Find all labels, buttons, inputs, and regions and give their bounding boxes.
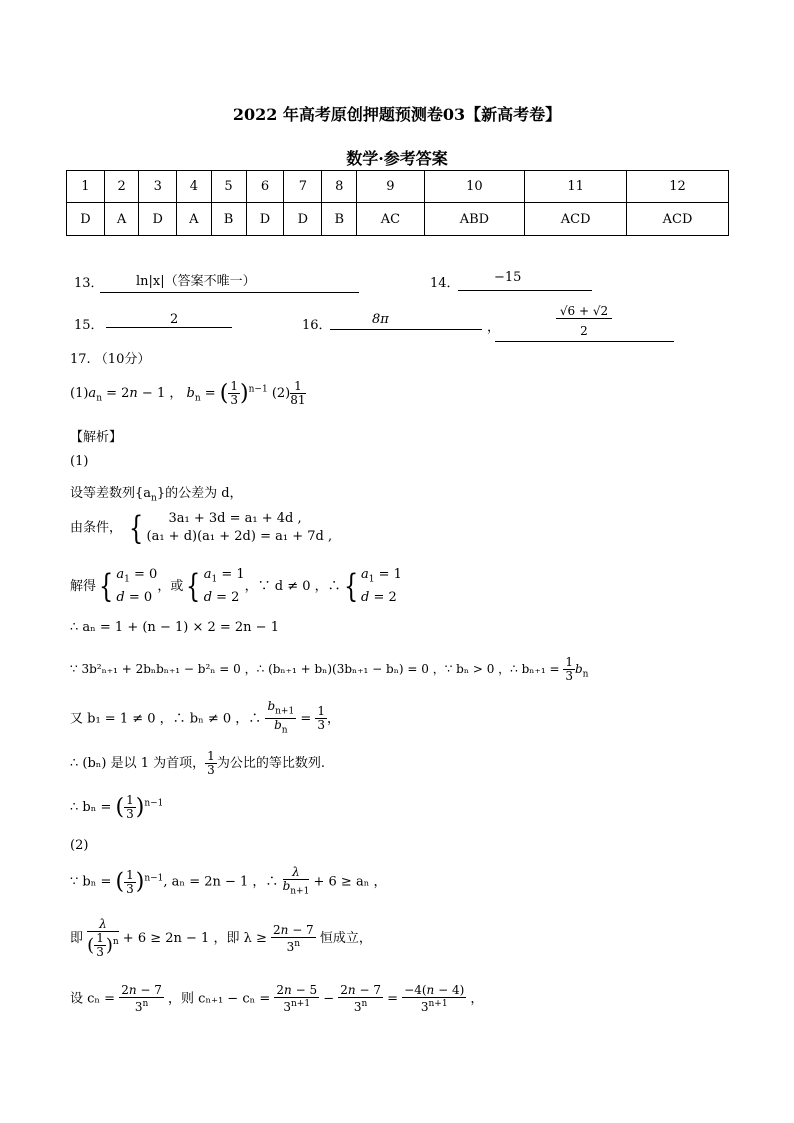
answer-table-number-cell: 2 [104,171,138,203]
answer-table-number-cell: 1 [67,171,105,203]
q17-step-10-text-a: 即 [70,931,84,946]
q17-step-8-text: ∴ bₙ = [70,800,112,815]
q17-step-10-text-c: 恒成立， [319,931,372,946]
q17-step-7: ∴ (bₙ) 是以 1 为首项， $\frac{1}{3}$ 为公比的等比数列. [70,749,325,777]
answer-table-number-cell: 5 [211,171,246,203]
answer-table-answer-cell: D [284,203,322,236]
answer-table-answer-cell: B [322,203,357,236]
answer-table-number-cell: 7 [284,171,322,203]
q17-step-3-or: ，或 [157,578,184,594]
q13-label: 13． [74,276,104,291]
q17-step-8: ∴ bₙ = ( $\frac{1}{3}$ )$^{n-1}$ [70,793,164,821]
q17-step-9-text-c: + 6 ≥ aₙ ， [313,874,387,890]
q17-step-5-text: ∵ 3b²ₙ₊₁ + 2bₙbₙ₊₁ − b²ₙ = 0 ，∴ (bₙ₊₁ + bₙ)(3bₙ₊₁ − bₙ) = 0 ，∵ bₙ > 0 ，∴ bₙ₊₁ = [70,662,560,676]
q16-answer2-denominator: 2 [580,324,588,338]
answer-table-answer-cell: D [67,203,105,236]
answer-table-answer-cell: B [211,203,246,236]
q17-step-7-text-b: 为公比的等比数列. [216,756,325,771]
q17-step-2-eq2: (a₁ + d)(a₁ + 2d) = a₁ + 7d , [146,529,333,544]
q17-step-11-text-c: − [323,991,335,1007]
q17-step-2-text: 由条件， [70,520,123,536]
answer-table-answer-cell: ABD [424,203,525,236]
q17-step-1-text-a: 设等差数列{a [70,486,152,501]
q17-step-3-because: ，∵ d ≠ 0 ，∴ [244,578,341,594]
q13-answer: ln|x|（答案不唯一） [136,274,256,289]
q16-label: 16． [302,318,332,333]
answer-table-answer-cell: AC [357,203,424,236]
q15-blank-line [106,312,232,328]
q17-step-11-text-e: ， [470,991,484,1007]
answer-table-number-cell: 9 [357,171,424,203]
answer-table-answer-cell: A [177,203,211,236]
q17-step-11-text-b: ，则 cₙ₊₁ − cₙ = [168,991,271,1007]
q17-step-2: 由条件， { 3a₁ + 3d = a₁ + 4d , (a₁ + d)(a₁ + 2d) = a₁ + 7d , [70,509,333,547]
q17-step-6: 又 b₁ = 1 ≠ 0 ，∴ bₙ ≠ 0 ，∴ $\frac{b_{n+1}}{b_n}$ = $\frac{1}{3}$ ， [70,699,341,736]
q17-answer-summary: $(1)a_n = 2n - 1$ ， $b_n$ = ( $\frac{1}{3}$ )$^{n-1}$ (2) $\frac{1}{81}$ [70,379,306,407]
answer-table-answer-cell: ACD [627,203,729,236]
q17-step-4: ∴ aₙ = 1 + (n − 1) × 2 = 2n − 1 [70,620,279,635]
q17-step-11-text-d: = [387,991,399,1007]
q17-step-6-text: 又 b₁ = 1 ≠ 0 ，∴ bₙ ≠ 0 ，∴ [70,711,262,727]
answer-table-answer-cell: ACD [525,203,627,236]
answer-table-number-cell: 3 [139,171,177,203]
answer-table-number-cell: 4 [177,171,211,203]
answer-table [66,170,729,236]
answer-table-number-cell: 8 [322,171,357,203]
q17-step-9-text-b: , aₙ = 2n − 1 ，∴ [163,874,279,890]
q17-step-9-text-a: ∵ bₙ = [70,874,112,890]
q17-step-11-text-a: 设 cₙ = [70,991,116,1007]
q17-step-1: 设等差数列$\{a_n\}$的公差为 d， [70,486,243,504]
q17-step-10: 即 λ ( $\frac{1}{3}$ )$^n$ + 6 ≥ 2n − 1 ，即 λ ≥ $\frac{2n - 7}{3^n}$ 恒成立， [70,917,372,959]
answer-table-numbers-row [67,171,729,203]
q17-step-1-text-b: }的公差为 d， [156,486,243,501]
answer-table-answer-cell: D [246,203,284,236]
q15-answer: 2 [170,312,179,327]
q17-step-10-text-b: + 6 ≥ 2n − 1 ，即 λ ≥ [122,931,267,946]
q17-step-2-eq1: 3a₁ + 3d = a₁ + 4d , [168,511,302,526]
q16-answer2-numerator: √6 + √2 [556,304,612,319]
q17-step-11: 设 cₙ = $\frac{2n - 7}{3^n}$ ，则 cₙ₊₁ − cₙ = $\frac{2n - 5}{3^{n+1}}$ − $\frac{2n - 7}{3^n}$ = $\frac{-4(n - 4)}{3^{n+1}}$ ， [70,983,484,1014]
q17-step-3-prefix: 解得 [70,578,97,594]
q17-step-9: ∵ bₙ = ( $\frac{1}{3}$ )$^{n-1}$, aₙ = 2n − 1 ，∴ $\frac{\lambda}{b_{n+1}}$ + 6 ≥ aₙ ， [70,865,387,897]
answer-table-number-cell: 10 [424,171,525,203]
q16-answer: 8π [372,312,389,327]
answer-table-answer-cell: D [139,203,177,236]
q16-blank-line [330,314,482,330]
q14-label: 14． [430,276,460,291]
q17-part1-label: (1) [70,454,89,469]
answer-table-answers-row [67,203,729,236]
answer-table-number-cell: 11 [525,171,627,203]
q14-blank-line [458,276,592,291]
q17-step-5: ∵ 3b²ₙ₊₁ + 2bₙbₙ₊₁ − b²ₙ = 0 ，∴ (bₙ₊₁ + bₙ)(3bₙ₊₁ − bₙ) = 0 ，∵ bₙ > 0 ，∴ bₙ₊₁ = $\frac{1}{3}$ $b_n$ [70,655,589,683]
q17-header: 17. （10分） [70,352,151,367]
q17-part2-label: (2) [70,838,89,853]
q16-separator: ， [487,320,501,335]
page-title: 2022 年高考原创押题预测卷03【新高考卷】 [232,105,562,124]
q17-step-3: 解得{ $a_1 = 0$ d = 0 ，或{ $a_1 = 1$ d = 2 ，∵ d ≠ 0 ，∴{ $a_1 = 1$ d = 2 [70,567,402,606]
q14-answer: −15 [494,270,522,285]
q17-step-7-text-a: ∴ (bₙ) 是以 1 为首项， [70,756,206,771]
q15-label: 15． [74,318,104,333]
q17-analysis-heading: 【解析】 [70,430,123,445]
page-subtitle: 数学·参考答案 [346,149,448,168]
answer-table-answer-cell: A [104,203,138,236]
answer-table-number-cell: 12 [627,171,729,203]
answer-table-number-cell: 6 [246,171,284,203]
